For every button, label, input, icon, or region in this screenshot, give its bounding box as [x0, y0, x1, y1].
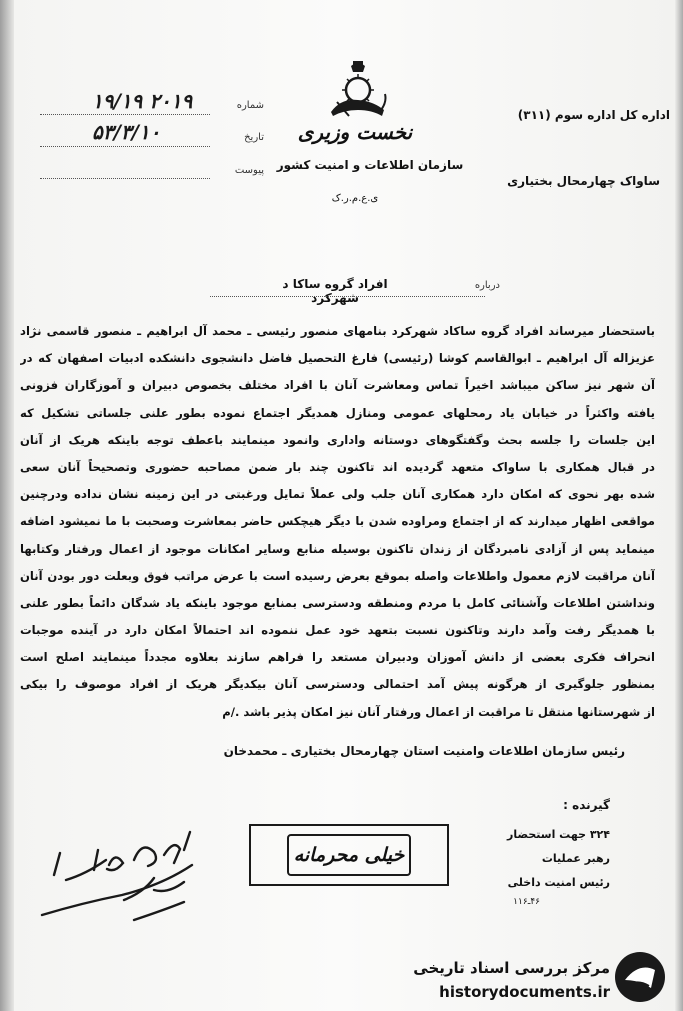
- letter-body: [20, 318, 655, 726]
- date-label: تاریخ: [244, 132, 264, 143]
- body-line: باستحضار میرساند افراد گروه ساکاد شهرکرد بنامهای منصور رئیسی ـ محمد آل ابراهیم ـ منصور قاسمی نژاد: [20, 324, 655, 338]
- number-value: ۱۹/۱۹ ۲۰۱۹: [92, 89, 193, 113]
- date-line: [40, 146, 210, 147]
- ministry-title: نخست وزیری: [297, 120, 413, 144]
- subject-line: [210, 296, 485, 297]
- date-value: ۵۳/۳/۱۰: [92, 120, 161, 144]
- attachment-label: پیوست: [234, 165, 264, 176]
- stamp-text: خیلی محرمانه: [287, 834, 411, 876]
- recipient-item: ۳۲۴ جهت استحضار: [507, 828, 610, 841]
- number-line: [40, 114, 210, 115]
- body-line: آنان مراقبت لازم معمول واطلاعات واصله بموقع بعرض رسیده است با عرض مراتب فوق وبعلت دور بودن آنان: [20, 568, 655, 583]
- unit-line: ساواک چهارمحال بختیاری: [507, 174, 660, 188]
- archive-url[interactable]: historydocuments.ir: [439, 983, 610, 1001]
- body-line: بمنظور جلوگیری از هرگونه پیش آمد احتمالی ودسترسی آنان بیکدیگر هریک از افراد موصوف را بیکی: [20, 677, 655, 692]
- subject-label: درباره: [474, 280, 500, 291]
- archive-name: مرکز بررسی اسناد تاریخی: [413, 959, 610, 977]
- archive-logo-icon: [613, 950, 667, 1004]
- handwritten-annotation-icon: [34, 820, 234, 930]
- body-line: از شهرستانها منتقل تا مراقبت از اعمال ورفتار آنان نیز امکان پذیر باشد ./م: [222, 704, 655, 719]
- classification-stamp: [249, 824, 449, 886]
- signature-line: رئیس سازمان اطلاعات وامنیت استان چهارمحال بختیاری ـ محمدخان: [223, 744, 625, 758]
- body-line: مواقعی اظهار میدارند که از اجتماع ومراوده شدن با دیگر هیچکس حاضر بمعاشرت وصحبت با ما نمیشود اضافه: [20, 514, 655, 529]
- body-line: این جلسات را جلسه بحث وگفتگوهای دوستانه واداری وانمود مینمایند باعطف توجه باینکه هریک از آنان: [20, 432, 655, 447]
- body-line: با همدیگر رفت وآمد دارند وتاکنون نسبت بتعهد خود عمل ننموده اند احتمالاً امکان دارد در آینده موجبات: [20, 623, 655, 638]
- body-line: عزیزاله آل ابراهیم ـ ابوالقاسم کوشا (رئیسی) فارغ التحصیل فاضل دانشجوی دانشکده ادبیات اصفهان که در: [20, 351, 655, 366]
- body-line: شده بهر نحوی که امکان دارد همکاری آنان جلب ولی عملاً تمایل ورغبتی در این زمینه نشان نداده ودرچنین: [20, 487, 655, 502]
- body-line: مینماید پس از آزادی نامبردگان از زندان تاکنون بوسیله منابع وسایر امکانات موجود از اعمال ورفتار وکتابها: [20, 541, 655, 556]
- subject-text: افراد گروه ساکا د شهرکرد: [282, 277, 388, 305]
- body-line: ونداشتن اطلاعات وآشنائی کامل با مردم ومنطقه ودسترسی بمنابع موجود باینکه یاد شدگان دائماً بطور علنی: [20, 595, 655, 610]
- attachment-line: [40, 178, 210, 179]
- recipient-item: رهبر عملیات: [541, 852, 610, 865]
- recipients-label: گیرنده :: [563, 798, 610, 812]
- scan-edge-left: [0, 0, 14, 1011]
- recipient-code: ۴۶ـ۱۱۶: [513, 897, 540, 907]
- header-code: ی.ع.م.ر.ک: [331, 193, 379, 204]
- body-line: آن شهر نیز ساکن میباشد اخیراً تماس ومعاشرت آنان با افراد مختلف بخصوص دبیران و آموزگاران فزونی: [20, 378, 655, 393]
- body-line: یافته واکثراً در خیابان یاد رمحلهای عمومی ومنازل همدیگر اجتماع نموده بطور علنی جلساتی تشکیل که: [20, 405, 655, 420]
- number-label: شماره: [236, 100, 264, 111]
- body-line: انحراف فکری بعضی از دانش آموزان ودبیران مستعد را فراهم سازند بعلاوه مجدداً مینمایند اصلح است: [20, 650, 655, 665]
- scan-edge-right: [675, 0, 683, 1011]
- body-line: در قبال همکاری با ساواک متعهد گردیده اند تاکنون چند بار ضمن مصاحبه حضوری وتصحیحاً آنان سعی: [20, 459, 655, 474]
- lion-and-sun-emblem-icon: [323, 60, 393, 120]
- recipient-item: رئیس امنیت داخلی: [507, 876, 610, 889]
- organization-name: سازمان اطلاعات و امنیت کشور: [276, 158, 464, 172]
- department-line: اداره کل اداره سوم (۳۱۱): [517, 108, 670, 122]
